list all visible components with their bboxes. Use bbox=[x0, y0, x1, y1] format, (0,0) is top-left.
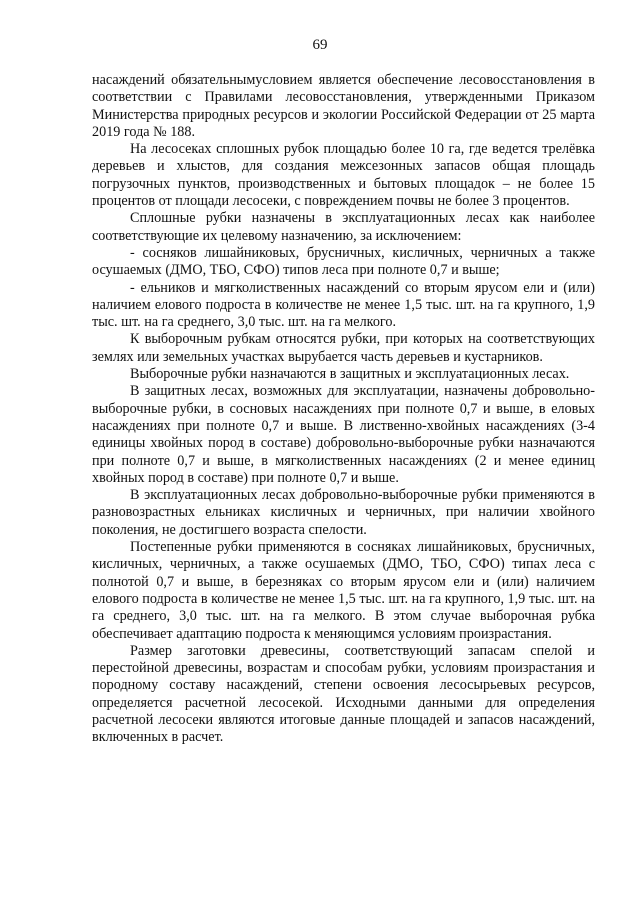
paragraph-clearcut-exceptions: Сплошные рубки назначены в эксплуатационных лесах как наиболее соответствующие их целевому назначению, за исключением: bbox=[92, 210, 595, 244]
paragraph-continuation: насаждений обязательнымусловием является обеспечение лесовосстановления в соответствии с Правилами лесовосстановления, утвержденными Приказом Министерства природных ресурсов и экологии Российской Федерации от 25 марта 2019 года № 188. bbox=[92, 72, 595, 140]
paragraph-selective-cuttings-definition: К выборочным рубкам относятся рубки, при которых на соответствующих землях или земельных участках вырубается часть деревьев и кустарников. bbox=[92, 331, 595, 365]
document-body bbox=[92, 72, 595, 747]
paragraph-selective-cuttings-forests: Выборочные рубки назначаются в защитных и эксплуатационных лесах. bbox=[130, 366, 570, 383]
paragraph-protective-forests: В защитных лесах, возможных для эксплуатации, назначены добровольно-выборочные рубки, в сосновых насаждениях при полноте 0,7 и выше, в еловых насаждениях при полноте 0,7 и выше. В лиственно-хвойных насаждениях (3-4 единицы хвойных пород в составе) добровольно-выборочные рубки назначаются при полноте 0,7 и выше, в мягколиственных насаждениях (2 и менее единиц хвойных пород в составе) при полноте 0,7 и выше. bbox=[92, 383, 595, 486]
paragraph-exploitation-forests: В эксплуатационных лесах добровольно-выборочные рубки применяются в разновозрастных ельниках кисличных и черничных, при наличии хвойного поколения, не достигшего возраста спелости. bbox=[92, 487, 595, 538]
list-item-spruce-stands: - ельников и мягколиственных насаждений со вторым ярусом ели и (или) наличием елового подроста в количестве не менее 1,5 тыс. шт. на га крупного, 1,9 тыс. шт. на га среднего, 3,0 тыс. шт. на га мелкого. bbox=[92, 279, 595, 331]
list-item-pine-stands: - сосняков лишайниковых, брусничных, кисличных, черничных а также осушаемых (ДМО, ТБО, СФО) типов леса при полноте 0,7 и выше; bbox=[92, 244, 595, 279]
paragraph-harvest-volume: Размер заготовки древесины, соответствующий запасам спелой и перестойной древесины, возрастам и способам рубки, условиям произрастания и породному составу насаждений, степени освоения лесосырьевых ресурсов, определяется расчетной лесосекой. Исходными данными для определения расчетной лесосеки являются итоговые данные площадей и запасов насаждений, включенных в расчет. bbox=[92, 642, 595, 746]
page-number: 69 bbox=[312, 37, 328, 53]
paragraph-clearcut-area-limits: На лесосеках сплошных рубок площадью более 10 га, где ведется трелёвка деревьев и хлыстов, для создания межсезонных запасов общая площадь погрузочных пунктов, производственных и бытовых площадок – не более 15 процентов от площади лесосеки, с повреждением почвы не более 3 процентов. bbox=[92, 141, 595, 210]
paragraph-gradual-cuttings: Постепенные рубки применяются в сосняках лишайниковых, брусничных, кисличных, черничных, а также осушаемых (ДМО, ТБО, СФО) типах леса с полнотой 0,7 и выше, в березняках со вторым ярусом ели и (или) наличием елового подроста в количестве не менее 1,5 тыс. шт. на га крупного, 1,9 тыс. шт. на га среднего, 3,0 тыс. шт. на га мелкого. В этом случае выборочная рубка обеспечивает адаптацию подроста к меняющимся условиям произрастания. bbox=[92, 539, 595, 642]
